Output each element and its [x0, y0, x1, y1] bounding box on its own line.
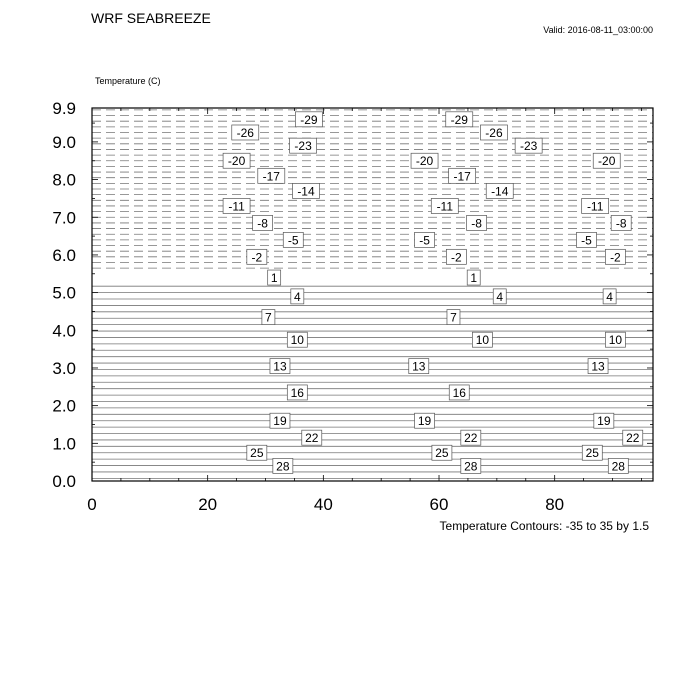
contour-label: -8 [257, 216, 268, 231]
contour-label: -26 [236, 125, 254, 140]
contour-label: -23 [519, 139, 538, 154]
contour-label: -20 [227, 154, 246, 169]
y-tick-label: 8.0 [52, 170, 76, 190]
contour-label: 4 [496, 289, 504, 304]
contour-label: 25 [250, 446, 264, 461]
contour-label: -2 [251, 250, 263, 265]
contour-label: -29 [300, 112, 318, 127]
x-tick-label: 60 [429, 495, 449, 514]
plot-title: WRF SEABREEZE [91, 10, 211, 26]
contour-label: 28 [276, 459, 290, 474]
contour-label: -26 [485, 125, 503, 140]
contour-label: -11 [436, 199, 454, 214]
y-tick-label: 1.0 [52, 434, 76, 454]
contour-label: 16 [452, 385, 466, 400]
contour-info: Temperature Contours: -35 to 35 by 1.5 [439, 519, 649, 533]
y-tick-label: 3.0 [52, 358, 76, 378]
y-tick-label: 7.0 [52, 208, 76, 228]
contour-label: -17 [262, 169, 280, 184]
contour-label: 19 [417, 414, 432, 429]
y-tick-label: 4.0 [52, 321, 76, 341]
contour-label: -29 [450, 112, 468, 127]
contour-label: 28 [464, 459, 478, 474]
contour-label: 1 [470, 271, 478, 286]
contour-label: -20 [415, 154, 434, 169]
contour-label: 22 [464, 431, 478, 446]
x-tick-label: 80 [545, 495, 565, 514]
contour-label: 7 [265, 310, 272, 325]
x-tick-label: 0 [87, 495, 97, 514]
contour-label: 16 [290, 385, 304, 400]
contour-label: 4 [606, 289, 613, 304]
contour-label: -8 [471, 216, 482, 231]
contour-label: -2 [610, 250, 621, 265]
y-tick-label: 9.9 [52, 99, 76, 118]
contour-label: 1 [270, 271, 278, 286]
contour-lines [92, 110, 653, 478]
x-tick-label: 40 [313, 495, 333, 514]
contour-label: -17 [453, 169, 471, 184]
contour-label: -11 [228, 199, 245, 214]
contour-label: -5 [287, 233, 299, 248]
contour-label: 10 [608, 333, 623, 348]
contour-label: 4 [293, 289, 301, 304]
contour-label: -14 [297, 184, 315, 199]
contour-label: -5 [419, 233, 430, 248]
contour-label: -14 [491, 184, 509, 199]
contour-label: 7 [450, 310, 457, 325]
contour-label: 19 [273, 414, 287, 429]
field-label: Temperature (C) [95, 76, 161, 86]
contour-label: 13 [273, 359, 287, 374]
y-tick-label: 5.0 [52, 283, 76, 303]
contour-label: 22 [305, 431, 319, 446]
contour-label: 19 [597, 414, 611, 429]
y-tick-label: 6.0 [52, 245, 76, 265]
x-tick-label: 20 [198, 495, 218, 514]
contour-label: 13 [591, 359, 605, 374]
axes [52, 99, 653, 514]
contour-label: -23 [294, 139, 312, 154]
contour-label: 28 [611, 459, 625, 474]
plot-frame [92, 108, 653, 481]
y-tick-label: 2.0 [52, 396, 76, 416]
contour-label: -20 [598, 154, 616, 169]
contour-label: 25 [585, 446, 599, 461]
contour-label: 22 [626, 431, 640, 446]
contour-label: -8 [615, 216, 627, 231]
contour-label: 25 [435, 446, 449, 461]
contour-label: 10 [290, 333, 304, 348]
contour-label: 13 [412, 359, 426, 374]
y-tick-label: 9.0 [52, 132, 76, 152]
contour-label: -5 [581, 233, 592, 248]
valid-time: Valid: 2016-08-11_03:00:00 [543, 25, 653, 35]
contour-label: -11 [586, 199, 604, 214]
contour-label: 10 [475, 333, 490, 348]
y-tick-label: 0.0 [52, 472, 76, 491]
contour-label: -2 [451, 250, 462, 265]
